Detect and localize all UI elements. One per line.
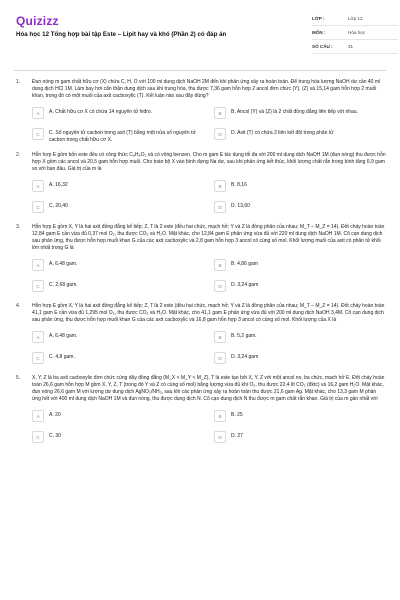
question-number: 2.: [16, 152, 21, 158]
question-text: X, Y, Z là ba axit cacboxylic đơn chức cùng dãy đồng đẳng (M_X < M_Y < M_Z), T là este tạo bởi X, Y, Z với một ancol no, ba chức, mạch hở E. Đốt cháy hoàn toàn 26,6 gam hỗn hợp M gồm X, Y, Z, T (trong đó Y và Z có cùng số mol) bằng lượng vừa đủ khí O₂, thu được 22,4 lít CO₂ (đktc) và 16,2 gam H₂O. Mặt khác, đun nóng 26,6 gam M với lượng dư dung dịch AgNO₃/NH₃, sau khi các phản ứng xảy ra hoàn toàn thu được 21,6 gam Ag. Mặt khác, cho 13,3 gam M phản ứng hết với 400 ml dung dịch NaOH 1M và đun nóng, thu được dung dịch N. Cô cạn dung dịch N thu được m gam chất rắn khan. Giá trị của m gần nhất với: [32, 375, 385, 402]
option-letter-box[interactable]: A: [32, 331, 44, 343]
meta-row: [312, 40, 398, 54]
option-text: B. 25: [231, 412, 243, 418]
answer-option[interactable]: [32, 280, 206, 294]
question-list: [14, 79, 386, 445]
option-text: B. 5,2 gam.: [231, 333, 257, 339]
meta-value: Hóa học: [348, 30, 366, 35]
question: [14, 303, 386, 366]
option-letter-box[interactable]: C: [32, 201, 44, 213]
answer-option[interactable]: [214, 410, 388, 424]
question-text: Hỗn hợp E gồm X, Y là hai axit đồng đẳng kế tiếp; Z, T là 2 este (đều hai chức, mạch hở; Y và Z là đồng phân của nhau; M_T – M_Z = 14). Đốt cháy hoàn toàn 41,1 gam E cần vừa đủ 1,295 mol O₂, thu được CO₂ và H₂O. Mặt khác, cho 41,1 gam E phản ứng vừa đủ với 200 ml dung dịch NaOH 3,4M. Cô cạn dung dịch sau phản ứng, thu được hỗn hợp muối khan G của các axit cacboxylic và 16,8 gam hỗn hợp 3 ancol có cùng số mol. Khối lượng của X là: [32, 303, 385, 323]
meta-key: MÔN :: [312, 30, 326, 35]
option-text: D. 13,60: [231, 203, 250, 209]
answer-option[interactable]: [214, 331, 388, 345]
answer-option[interactable]: [214, 107, 388, 121]
meta-key: SỐ CÂU :: [312, 44, 333, 49]
answer-options: [32, 180, 386, 215]
answer-option[interactable]: [32, 331, 206, 345]
option-text: A. 6,48 gam.: [49, 333, 78, 339]
answer-option[interactable]: [32, 410, 206, 424]
option-letter-box[interactable]: B: [214, 107, 226, 119]
option-letter-box[interactable]: C: [32, 352, 44, 364]
option-letter-box[interactable]: A: [32, 410, 44, 422]
answer-options: [32, 259, 386, 294]
option-letter-box[interactable]: D: [214, 280, 226, 292]
option-text: D. Axit (T) có chứa 2 liên kết đôi trong phân tử: [231, 130, 334, 136]
meta-value: 31: [348, 44, 354, 49]
option-letter-box[interactable]: B: [214, 180, 226, 192]
question-number: 1.: [16, 79, 21, 85]
meta-value: Lớp 12: [348, 16, 363, 21]
option-text: D. 3,24 gam: [231, 354, 259, 360]
option-text: B. Ancol (Y) và (Z) là 2 chất đồng đẳng liên tiếp với nhau.: [231, 109, 358, 115]
meta-row: [312, 26, 398, 40]
option-text: C. 2,68 gam.: [49, 282, 78, 288]
option-letter-box[interactable]: C: [32, 431, 44, 443]
answer-option[interactable]: [32, 431, 206, 445]
option-text: A. 6,48 gam.: [49, 261, 78, 267]
answer-option[interactable]: [214, 352, 388, 366]
option-text: C. Số nguyên tử cacbon trong axit (T) bằng một nửa số nguyên tử cacbon trong chất hữu cơ X.: [49, 130, 196, 143]
option-text: D. 3,24 gam: [231, 282, 259, 288]
option-letter-box[interactable]: A: [32, 259, 44, 271]
question: [14, 375, 386, 445]
option-text: C. 30: [49, 433, 61, 439]
question-number: 3.: [16, 224, 21, 230]
question-number: 5.: [16, 375, 21, 381]
option-text: C. 4,8 gam.: [49, 354, 75, 360]
answer-option[interactable]: [32, 128, 206, 143]
option-letter-box[interactable]: D: [214, 201, 226, 213]
answer-option[interactable]: [32, 259, 206, 273]
worksheet-header: [14, 0, 386, 70]
answer-option[interactable]: [32, 180, 206, 194]
option-text: C. 20,40: [49, 203, 68, 209]
answer-option[interactable]: [214, 180, 388, 194]
option-text: A. 16,32: [49, 182, 68, 188]
answer-option[interactable]: [214, 259, 388, 273]
worksheet-meta: [312, 12, 398, 54]
answer-option[interactable]: [214, 201, 388, 215]
question-text: Đun nóng m gam chất hữu cơ (X) chứa C, H, O với 100 ml dung dịch NaOH 2M đến khi phản ứng xảy ra hoàn toàn. Để trung hòa lượng NaOH dư cần 40 ml dung dịch HCl 1M. Làm bay hơi cẩn thận dung dịch sau khi trung hòa, thu được 7,36 gam hỗn hợp 2 ancol đơn chức (Y), (Z) và 15,14 gam hỗn hợp 2 muối khan, trong đó có một muối của axit cacboxylic (T). Kết luận nào sau đây đúng?: [32, 79, 381, 99]
option-letter-box[interactable]: D: [214, 352, 226, 364]
option-text: A. 20: [49, 412, 61, 418]
option-text: B. 8,16: [231, 182, 247, 188]
option-letter-box[interactable]: D: [214, 128, 226, 140]
option-text: B. 4,86 gam: [231, 261, 258, 267]
option-text: D. 27: [231, 433, 243, 439]
answer-options: [32, 331, 386, 366]
option-letter-box[interactable]: B: [214, 410, 226, 422]
question: [14, 79, 386, 143]
option-letter-box[interactable]: B: [214, 259, 226, 271]
option-letter-box[interactable]: C: [32, 280, 44, 292]
option-text: A. Chất hữu cơ X có chứa 14 nguyên tử hiđro.: [49, 109, 153, 115]
quizizz-logo: Quizizz: [16, 14, 59, 28]
option-letter-box[interactable]: B: [214, 331, 226, 343]
answer-option[interactable]: [214, 431, 388, 445]
answer-option[interactable]: [32, 352, 206, 366]
option-letter-box[interactable]: A: [32, 180, 44, 192]
option-letter-box[interactable]: C: [32, 128, 44, 140]
question: [14, 152, 386, 215]
question-text: Hỗn hợp E gồm X, Y là hai axit đồng đẳng kế tiếp; Z, T là 2 este (đều hai chức, mạch hở; Y và Z là đồng phân của nhau; M_T – M_Z = 14). Đốt cháy hoàn toàn 12,84 gam E cần vừa đủ 0,37 mol O₂, thu được CO₂ và H₂O. Mặt khác, cho 12,84 gam E phản ứng vừa đủ với 220 ml dung dịch NaOH 1M. Cô cạn dung dịch sau phản ứng, thu được hỗn hợp muối khan G của các axit cacboxylic và 2,8 gam hỗn hợp 3 ancol có cùng số mol. Khối lượng muối của axit có phân tử khối lớn nhất trong G là: [32, 224, 385, 251]
answer-options: [32, 107, 386, 143]
option-letter-box[interactable]: A: [32, 107, 44, 119]
question: [14, 224, 386, 294]
answer-option[interactable]: [32, 201, 206, 215]
meta-key: LỚP :: [312, 16, 325, 21]
answer-option[interactable]: [214, 128, 388, 143]
meta-row: [312, 12, 398, 26]
answer-option[interactable]: [214, 280, 388, 294]
answer-options: [32, 410, 386, 445]
question-number: 4.: [16, 303, 21, 309]
header-divider: [14, 70, 386, 71]
answer-option[interactable]: [32, 107, 206, 121]
question-text: Hỗn hợp E gồm bốn este đều có công thức C₈H₈O₂ và có vòng benzen. Cho m gam E tác dụng tối đa với 200 ml dung dịch NaOH 1M (đun nóng) thu được hỗn hợp X gồm các ancol và 20,5 gam hỗn hợp muối. Cho toàn bộ X vào bình đựng Na dư, sau khi phản ứng kết thúc, khối lượng chất rắn trong bình tăng 6,9 gam so với ban đầu. Giá trị của m là: [32, 152, 386, 172]
option-letter-box[interactable]: D: [214, 431, 226, 443]
worksheet-title: Hóa học 12 Tổng hợp bài tập Este – Lipit hay và khó (Phần 2) có đáp án: [16, 31, 227, 38]
